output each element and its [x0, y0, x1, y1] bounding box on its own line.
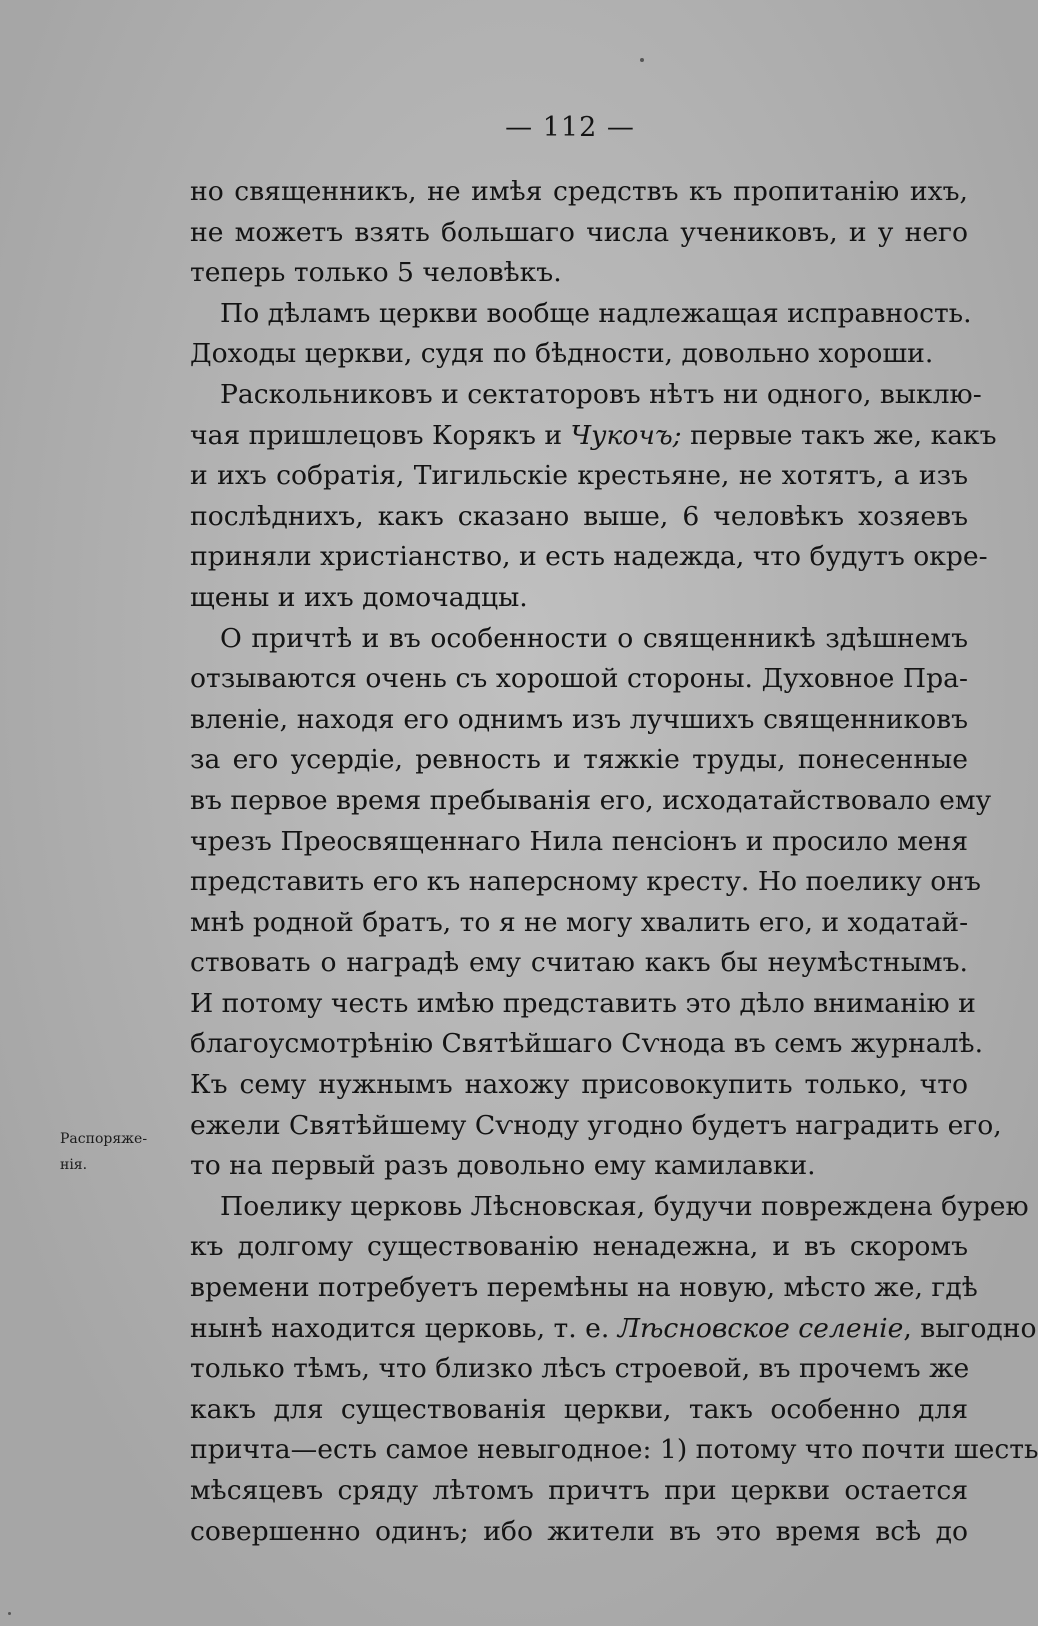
text-line: Доходы церкви, судя по бѣдности, довольно хороши. — [190, 338, 934, 370]
text-line: О причтѣ и въ особенности о священникѣ здѣшнемъ — [220, 622, 968, 654]
italic-term: Лѣсновское селеніе — [617, 1312, 904, 1344]
text-line: мѣсяцевъ сряду лѣтомъ причтъ при церкви остается — [190, 1475, 968, 1506]
text-line: отзываются очень съ хорошой стороны. Духовное Пра- — [190, 663, 968, 695]
paper-speck — [8, 1612, 11, 1615]
text-line: совершенно одинъ; ибо жители въ это время всѣ до — [190, 1515, 968, 1547]
text-line: Къ сему нужнымъ нахожу присовокупить только, что — [190, 1069, 968, 1101]
text-line: представить его къ наперсному кресту. Но поелику онъ — [190, 866, 981, 898]
text-line: Раскольниковъ и сектаторовъ нѣтъ ни одного, выклю- — [220, 378, 982, 410]
text-line: приняли христіанство, и есть надежда, что будутъ окре- — [190, 541, 988, 573]
text-line: теперь только 5 человѣкъ. — [190, 257, 562, 289]
text-line: Поелику церковь Лѣсновская, будучи повреждена бурею — [220, 1190, 1029, 1222]
text-line: но священникъ, не имѣя средствъ къ пропитанію ихъ, — [190, 176, 968, 207]
text-line: ствовать о наградѣ ему считаю какъ бы неумѣстнымъ. — [190, 947, 968, 979]
text-line: ежели Святѣйшему Сѵноду угодно будетъ наградить его, — [190, 1109, 1002, 1141]
text-line: въ первое время пребыванія его, исходатайствовало ему — [190, 784, 992, 816]
text-line: какъ для существованія церкви, такъ особенно для — [190, 1393, 968, 1425]
text-line: благоусмотрѣнію Святѣйшаго Сѵнода въ семъ журналѣ. — [190, 1028, 984, 1060]
text-line: и ихъ собратія, Тигильскіе крестьяне, не хотятъ, а изъ — [190, 460, 968, 492]
text-line: послѣднихъ, какъ сказано выше, 6 человѣкъ хозяевъ — [190, 500, 968, 532]
text-line: причта—есть самое невыгодное: 1) потому что почти шесть — [190, 1434, 1038, 1466]
text-line: По дѣламъ церкви вообще надлежащая исправность. — [220, 297, 972, 329]
margin-note-line: Распоряже- — [60, 1131, 148, 1147]
body-text — [190, 172, 1038, 1552]
text-line: то на первый разъ довольно ему камилавки. — [190, 1150, 816, 1182]
paper-speck — [640, 58, 644, 62]
margin-note — [60, 1126, 147, 1178]
text-line: чая пришлецовъ Корякъ и Чукочъ; первые такъ же, какъ — [190, 419, 997, 451]
text-line: вленіе, находя его однимъ изъ лучшихъ священниковъ — [190, 703, 968, 735]
text-line: щены и ихъ домочадцы. — [190, 581, 528, 613]
text-line: не можетъ взять большаго числа учениковъ, и у него — [190, 216, 968, 248]
text-line: времени потребуетъ перемѣны на новую, мѣсто же, гдѣ — [190, 1272, 978, 1304]
text-line: И потому честь имѣю представить это дѣло вниманію и — [190, 987, 976, 1019]
text-line: только тѣмъ, что близко лѣсъ строевой, въ прочемъ же — [190, 1353, 970, 1385]
text-line: за его усердіе, ревность и тяжкіе труды, понесенные — [190, 744, 968, 776]
text-line: мнѣ родной братъ, то я не могу хвалить его, и ходатай- — [190, 906, 969, 938]
text-line: чрезъ Преосвященнаго Нила пенсіонъ и просило меня — [190, 825, 968, 857]
page-number: — 112 — — [505, 112, 635, 143]
margin-note-line: нія. — [60, 1157, 88, 1173]
text-line: нынѣ находится церковь, т. е. Лѣсновское селеніе, выгодно — [190, 1312, 1037, 1344]
italic-term: Чукочъ; — [570, 419, 682, 451]
text-line: къ долгому существованію ненадежна, и въ скоромъ — [190, 1231, 968, 1263]
